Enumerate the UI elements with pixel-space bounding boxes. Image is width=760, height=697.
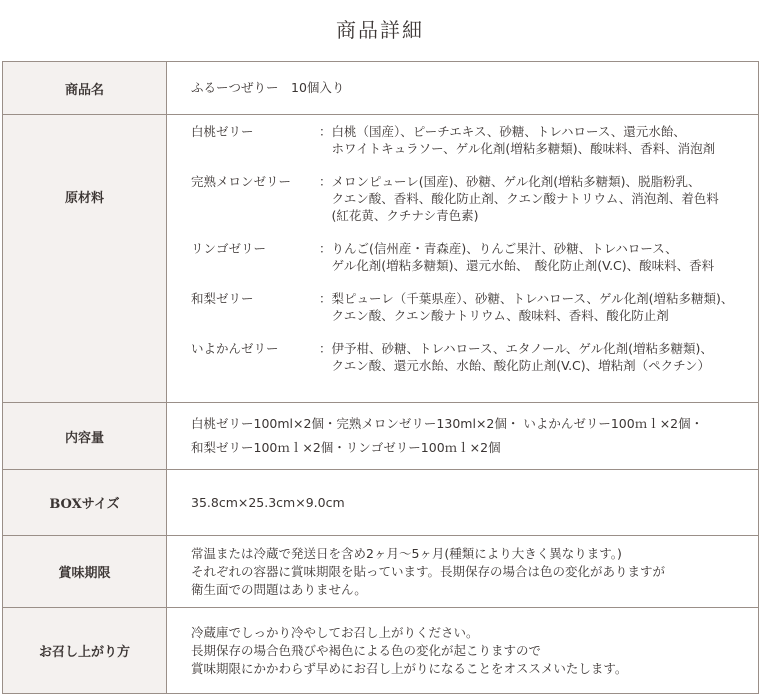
ingredients-list <box>191 123 758 374</box>
row-how-to-eat <box>3 608 759 694</box>
value-how-to-eat <box>167 608 759 694</box>
how-to-eat-line: 長期保存の場合色飛びや褐色による色の変化が起こりますので <box>191 642 542 658</box>
ingredient-name: リンゴゼリー <box>191 241 267 256</box>
best-before-line: 衛生面での問題はありません。 <box>191 581 367 597</box>
contents-line: 和梨ゼリー100ｍｌ×2個・リンゴゼリー100ｍｌ×2個 <box>191 440 501 455</box>
ingredient-detail: ：梨ピューレ（千葉県産）、砂糖、トレハロース、ゲル化剤(増粘多糖類)、 <box>319 291 734 306</box>
row-ingredients <box>3 115 759 403</box>
value-ingredients <box>167 115 759 403</box>
how-to-eat-line: 冷蔵庫でしっかり冷やしてお召し上がりください。 <box>191 624 479 640</box>
ingredient-item <box>191 340 758 374</box>
product-detail-table <box>2 61 759 694</box>
row-best-before <box>3 536 759 608</box>
label-box-size: BOXサイズ <box>3 470 167 536</box>
ingredient-name: 白桃ゼリー <box>191 124 254 139</box>
ingredient-detail: (紅花黄、クチナシ青色素) <box>319 208 479 223</box>
page-title: 商品詳細 <box>336 18 424 42</box>
value-best-before <box>167 536 759 608</box>
ingredient-detail: ：白桃（国産）、ピーチエキス、砂糖、トレハロース、還元水飴、 <box>319 124 686 139</box>
ingredient-detail: ホワイトキュラソー、ゲル化剤(増粘多糖類)、酸味料、香料、消泡剤 <box>319 141 716 156</box>
ingredient-detail: クエン酸、還元水飴、水飴、酸化防止剤(V.C)、増粘剤（ペクチン） <box>319 358 711 373</box>
contents-line: 白桃ゼリー100ml×2個・完熟メロンゼリー130ml×2個・ いよかんゼリー100ｍｌ×2個・ <box>191 416 704 431</box>
ingredient-name: 完熟メロンゼリー <box>191 174 292 189</box>
row-contents <box>3 403 759 470</box>
ingredient-name: いよかんゼリー <box>191 341 279 356</box>
how-to-eat-line: 賞味期限にかかわらず早めにお召し上がりになることをオススメいたします。 <box>191 660 628 676</box>
ingredient-detail: ゲル化剤(増粘多糖類)、還元水飴、 酸化防止剤(V.C)、酸味料、香料 <box>319 258 715 273</box>
ingredient-detail: ：伊予柑、砂糖、トレハロース、エタノール、ゲル化剤(増粘多糖類)、 <box>319 341 713 356</box>
label-how-to-eat: お召し上がり方 <box>3 608 167 694</box>
ingredient-name: 和梨ゼリー <box>191 291 254 306</box>
ingredient-item <box>191 173 758 240</box>
ingredient-item <box>191 123 758 173</box>
ingredient-detail: クエン酸、クエン酸ナトリウム、酸味料、香料、酸化防止剤 <box>319 308 669 323</box>
value-contents <box>167 403 759 470</box>
label-contents: 内容量 <box>3 403 167 470</box>
ingredient-item <box>191 240 758 290</box>
label-ingredients: 原材料 <box>3 115 167 403</box>
value-box-size: 35.8cm×25.3cm×9.0cm <box>167 470 759 536</box>
ingredient-detail: ：メロンピューレ(国産)、砂糖、ゲル化剤(増粘多糖類)、脱脂粉乳、 <box>319 174 701 189</box>
label-product-name: 商品名 <box>3 62 167 115</box>
ingredient-detail: クエン酸、香料、酸化防止剤、クエン酸ナトリウム、消泡剤、着色料 <box>319 191 719 206</box>
best-before-line: 常温または冷蔵で発送日を含め2ヶ月～5ヶ月(種類により大きく異なります。) <box>191 545 622 561</box>
ingredient-detail: ：りんご(信州産・青森産)、りんご果汁、砂糖、トレハロース、 <box>319 241 678 256</box>
label-best-before: 賞味期限 <box>3 536 167 608</box>
row-box-size <box>3 470 759 536</box>
row-product-name <box>3 62 759 115</box>
best-before-line: それぞれの容器に賞味期限を貼っています。長期保存の場合は色の変化がありますが <box>191 563 666 579</box>
value-product-name: ふるーつぜりー 10個入り <box>167 62 759 115</box>
ingredient-item <box>191 290 758 340</box>
